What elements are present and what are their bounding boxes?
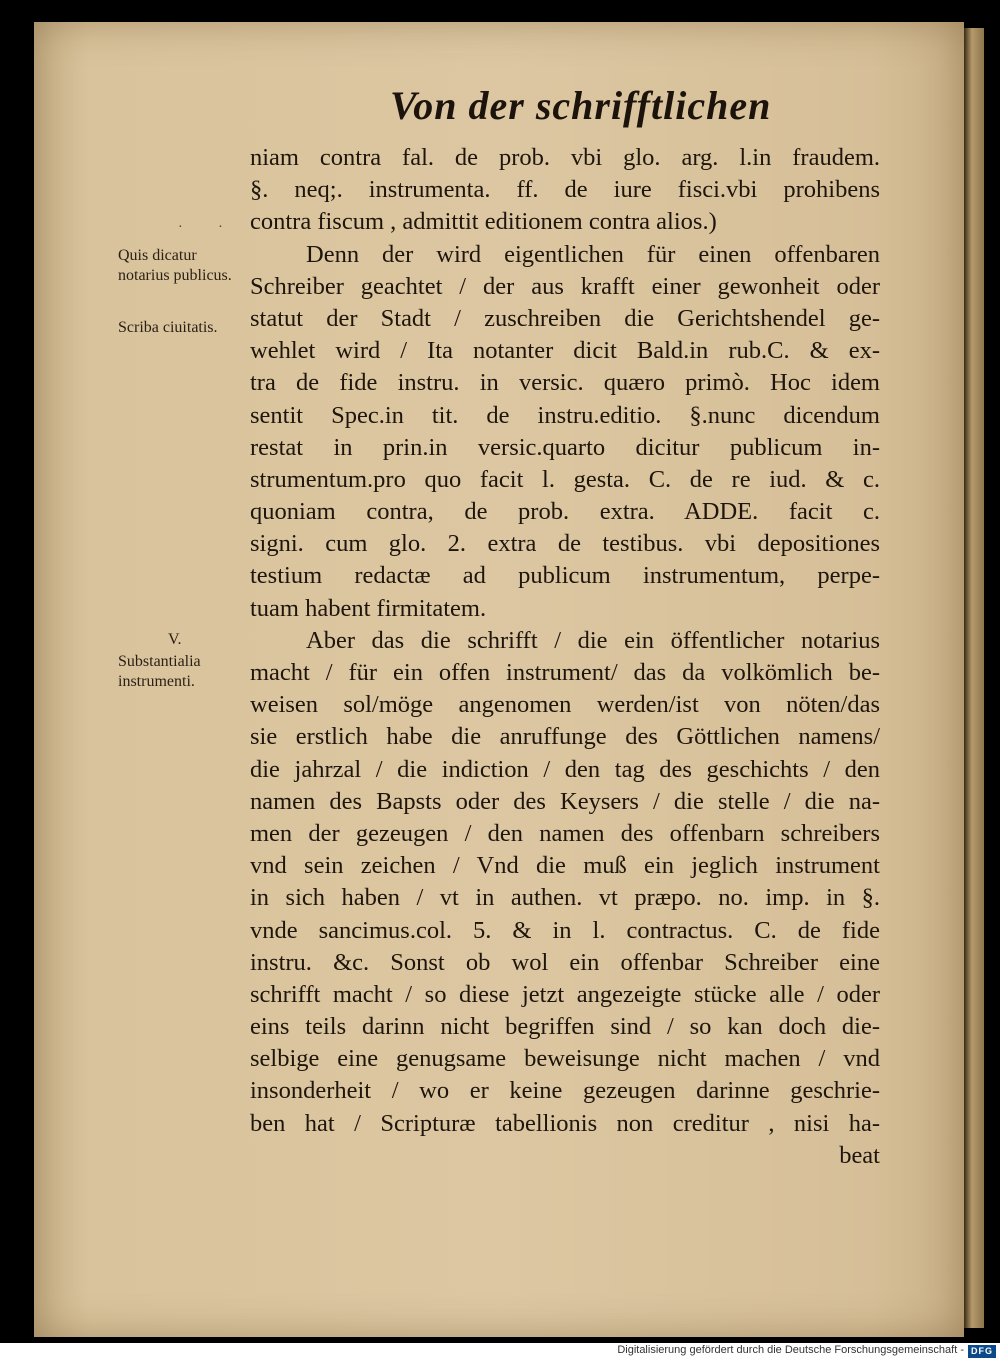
margin-note-numeral: V. bbox=[168, 631, 182, 648]
margin-note-notarius: Quis dicatur notarius publicus. bbox=[118, 247, 232, 284]
main-text-block bbox=[250, 142, 880, 1172]
book-edge bbox=[964, 28, 984, 1328]
text-line: contra fiscum , admittit editionem contra alios.) bbox=[250, 208, 717, 236]
dfg-logo: DFG bbox=[968, 1345, 996, 1358]
text-line: niam contra fal. de prob. vbi glo. arg. l.in fraudem. bbox=[250, 144, 880, 171]
text-line: vnde sancimus.col. 5. & in l. contractus. C. de fide bbox=[250, 916, 880, 944]
text-line: restat in prin.in versic.quarto dicitur publicum in- bbox=[250, 433, 880, 461]
text-line: ben hat / Scripturæ tabellionis non creditur , nisi ha- bbox=[250, 1109, 880, 1137]
text-line: tra de fide instru. in versic. quæro primò. Hoc idem bbox=[250, 369, 880, 397]
text-line: sie erstlich habe die anruffunge des Göttlichen namens/ bbox=[250, 723, 880, 751]
text-line: weisen sol/möge angenomen werden/ist von nöten/das bbox=[250, 691, 880, 719]
text-line: instru. &c. Sonst ob wol ein offenbar Schreiber eine bbox=[250, 948, 880, 976]
text-line: vnd sein zeichen / Vnd die muß ein jeglich instrument bbox=[250, 852, 880, 880]
footer-credit: Digitalisierung gefördert durch die Deutsche Forschungsgemeinschaft - bbox=[617, 1344, 964, 1356]
text-line: selbige eine genugsame beweisunge nicht machen / vnd bbox=[250, 1045, 880, 1073]
text-line: testium redactæ ad publicum instrumentum, perpe- bbox=[250, 562, 880, 590]
text-line: namen des Bapsts oder des Keysers / die stelle / die na- bbox=[250, 787, 880, 815]
text-line: die jahrzal / die indiction / den tag des geschichts / den bbox=[250, 755, 880, 783]
text-line: Schreiber geachtet / der aus krafft einer gewonheit oder bbox=[250, 272, 880, 300]
footer-bar bbox=[0, 1343, 1000, 1361]
running-header: Von der schrifftlichen bbox=[390, 83, 772, 128]
text-line: signi. cum glo. 2. extra de testibus. vbi depositiones bbox=[250, 530, 880, 558]
catchword: beat bbox=[839, 1141, 880, 1169]
text-line: eins teils darinn nicht begriffen sind / so kan doch die- bbox=[250, 1013, 880, 1041]
margin-marks: · · bbox=[178, 220, 239, 235]
text-line: men der gezeugen / den namen des offenbarn schreibers bbox=[250, 819, 880, 847]
text-line: sentit Spec.in tit. de instru.editio. §.nunc dicendum bbox=[250, 401, 880, 429]
text-line: Aber das die schrifft / die ein öffentlicher notarius bbox=[306, 626, 880, 654]
text-line: §. neq;. instrumenta. ff. de iure fisci.vbi prohibens bbox=[250, 176, 880, 204]
text-line: schrifft macht / so diese jetzt angezeigte stücke alle / oder bbox=[250, 980, 880, 1008]
text-line: macht / für ein offen instrument/ das da volkömlich be- bbox=[250, 659, 880, 686]
text-line: tuam habent firmitatem. bbox=[250, 594, 487, 622]
text-line: in sich haben / vt in authen. vt præpo. no. imp. in §. bbox=[250, 884, 880, 912]
text-line: Denn der wird eigentlichen für einen offenbaren bbox=[306, 240, 880, 268]
text-line: strumentum.pro quo facit l. gesta. C. de re iud. & c. bbox=[250, 465, 880, 493]
margin-note-substantialia: Substantialia instrumenti. bbox=[118, 653, 201, 690]
text-line: wehlet wird / Ita notanter dicit Bald.in rub.C. & ex- bbox=[250, 337, 880, 365]
text-line: statut der Stadt / zuschreiben die Gerichtshendel ge- bbox=[250, 304, 880, 332]
text-line: insonderheit / wo er keine gezeugen darinne geschrie- bbox=[250, 1077, 880, 1105]
text-line: quoniam contra, de prob. extra. ADDE. facit c. bbox=[250, 498, 880, 526]
margin-note-scriba: Scriba ciuitatis. bbox=[118, 319, 218, 336]
